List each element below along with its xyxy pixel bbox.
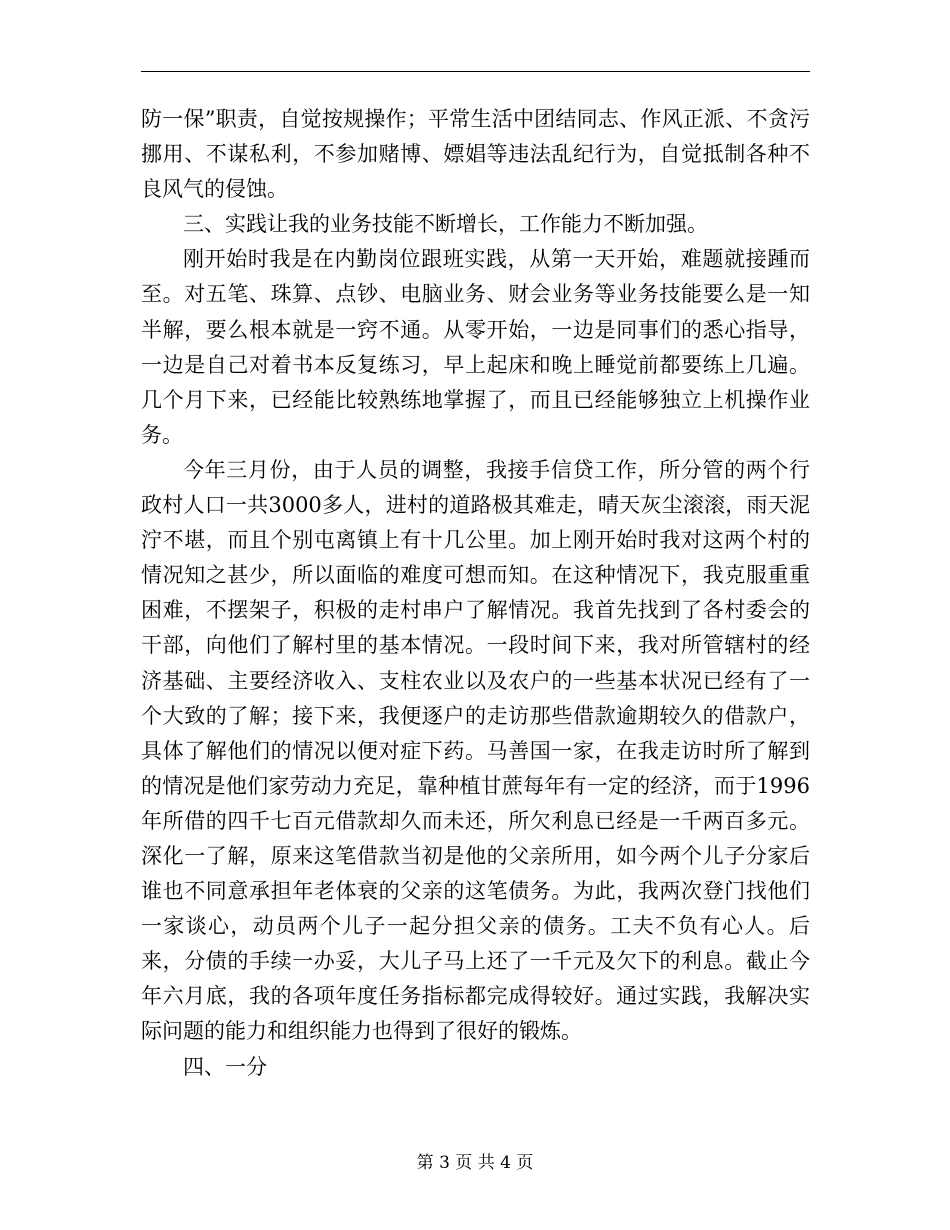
paragraph-continuation: 防一保”职责，自觉按规操作；平常生活中团结同志、作风正派、不贪污挪用、不谋私利，不参加赌博、嫖娼等违法乱纪行为，自觉抵制各种不良风气的侵蚀。 xyxy=(141,107,810,202)
document-body xyxy=(141,102,810,1085)
header-rule xyxy=(141,71,810,72)
paragraph-credit-work: 今年三月份，由于人员的调整，我接手信贷工作，所分管的两个行政村人口一共3000多人，进村的道路极其难走，晴天灰尘滚滚，雨天泥泞不堪，而且个别屯离镇上有十几公里。加上刚开始时我对这两个村的情况知之甚少，所以面临的难度可想而知。在这种情况下，我克服重重困难，不摆架子，积极的走村串户了解情况。我首先找到了各村委会的干部，向他们了解村里的基本情况。一段时间下来，我对所管辖村的经济基础、主要经济收入、支柱农业以及农户的一些基本状况已经有了一个大致的了解；接下来，我便逐户的走访那些借款逾期较久的借款户，具体了解他们的情况以便对症下药。马善国一家，在我走访时所了解到的情况是他们家劳动力充足，靠种植甘蔗每年有一定的经济，而于1996年所借的四千七百元借款却久而未还，所欠利息已经是一千两百多元。深化一了解，原来这笔借款当初是他的父亲所用，如今两个儿子分家后谁也不同意承担年老体衰的父亲的这笔债务。为此，我两次登门找他们一家谈心，动员两个儿子一起分担父亲的债务。工夫不负有心人。后来，分债的手续一办妥，大儿子马上还了一千元及欠下的利息。截止今年六月底，我的各项年度任务指标都完成得较好。通过实践，我解决实际问题的能力和组织能力也得到了很好的锻炼。 xyxy=(141,457,810,1044)
section-heading-four: 四、一分 xyxy=(183,1054,267,1079)
page-footer: 第 3 页 共 4 页 xyxy=(416,1153,534,1173)
section-heading-three: 三、实践让我的业务技能不断增长，工作能力不断加强。 xyxy=(183,212,708,237)
paragraph-skills: 刚开始时我是在内勤岗位跟班实践，从第一天开始，难题就接踵而至。对五笔、珠算、点钞、电脑业务、财会业务等业务技能要么是一知半解，要么根本就是一窍不通。从零开始，一边是同事们的悉心指导，一边是自己对着书本反复练习，早上起床和晚上睡觉前都要练上几遍。几个月下来，已经能比较熟练地掌握了，而且已经能够独立上机操作业务。 xyxy=(141,247,810,447)
